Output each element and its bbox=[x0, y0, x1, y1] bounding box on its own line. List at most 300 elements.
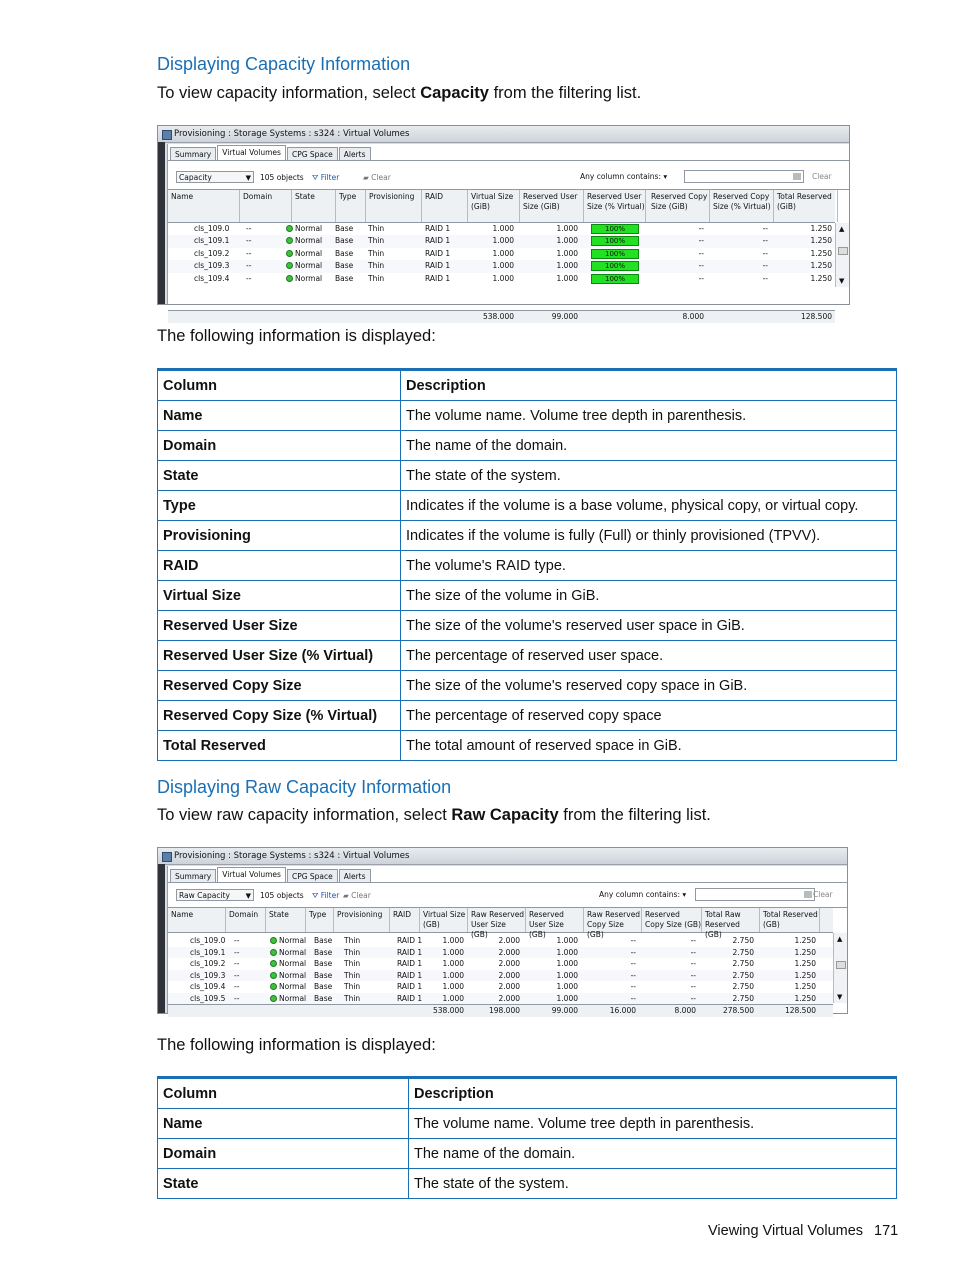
cell-reserved-copy-pct: -- bbox=[762, 273, 768, 283]
cell-total-reserved: 1.250 bbox=[794, 936, 816, 945]
raw-capacity-screenshot bbox=[157, 847, 848, 1014]
cell-raid: RAID 1 bbox=[425, 261, 451, 271]
cell-type: Base bbox=[314, 970, 333, 980]
intro-text-end: from the filtering list. bbox=[488, 84, 642, 102]
cell-type: Base bbox=[335, 224, 354, 233]
cell-domain: -- bbox=[246, 273, 252, 283]
cell-total-reserved: 1.250 bbox=[810, 224, 832, 233]
description-cell: The state of the system. bbox=[401, 461, 897, 491]
grid-column-header[interactable]: Provisioning bbox=[366, 190, 422, 222]
table-row bbox=[158, 701, 897, 731]
scroll-thumb[interactable] bbox=[836, 961, 846, 969]
cell-name: cls_109.3 bbox=[190, 970, 226, 980]
cell-state-text: Normal bbox=[295, 224, 323, 233]
grid-column-header[interactable]: Name bbox=[168, 190, 240, 222]
column-name-cell: Name bbox=[158, 1109, 409, 1139]
cell-virtual-size: 1.000 bbox=[492, 224, 514, 233]
page-number: 171 bbox=[874, 1223, 899, 1239]
grid-column-header[interactable]: Raw Reserved Copy Size (GB) bbox=[584, 908, 642, 932]
section-heading-capacity: Displaying Capacity Information bbox=[157, 54, 411, 74]
cell-reserved-copy-size: -- bbox=[698, 248, 704, 258]
cell-virtual-size: 1.000 bbox=[442, 947, 464, 957]
cell-raw-reserved-copy-size: -- bbox=[630, 970, 636, 980]
column-name-cell: Name bbox=[158, 401, 401, 431]
any-column-label bbox=[599, 890, 686, 899]
cell-raw-reserved-user-size: 2.000 bbox=[498, 970, 520, 980]
cell-name: cls_109.3 bbox=[194, 261, 230, 271]
clear-search-button[interactable]: Clear bbox=[813, 890, 833, 899]
filter-button[interactable] bbox=[312, 891, 339, 901]
cell-raw-reserved-user-size: 2.000 bbox=[498, 947, 520, 957]
left-sidebar-strip bbox=[158, 864, 165, 1013]
table-row[interactable] bbox=[168, 981, 833, 993]
cell-name: cls_109.1 bbox=[190, 947, 226, 957]
cell-reserved-copy-pct: -- bbox=[762, 261, 768, 271]
table-row bbox=[158, 401, 897, 431]
column-name-cell: Virtual Size bbox=[158, 581, 401, 611]
cell-provisioning: Thin bbox=[344, 970, 361, 980]
grid-column-header[interactable]: Virtual Size (GB) bbox=[420, 908, 468, 932]
cell-type: Base bbox=[335, 273, 354, 283]
table-row[interactable] bbox=[168, 260, 835, 272]
cell-raw-reserved-copy-size: -- bbox=[630, 994, 636, 1003]
description-cell: The size of the volume's reserved user space in GiB. bbox=[401, 611, 897, 641]
eraser-icon: ▰ bbox=[363, 173, 369, 182]
total-vsize: 538.000 bbox=[432, 1006, 464, 1015]
cell-provisioning: Thin bbox=[368, 261, 385, 271]
tab-cpg-space[interactable]: CPG Space bbox=[287, 869, 338, 882]
intro-bold: Raw Capacity bbox=[451, 806, 559, 824]
grid-totals-row bbox=[168, 310, 835, 323]
search-input[interactable] bbox=[684, 170, 804, 183]
total-rrcs: 16.000 bbox=[609, 1006, 636, 1015]
provisioning-icon bbox=[162, 130, 172, 140]
cell-domain: -- bbox=[234, 970, 240, 980]
object-count: 105 objects bbox=[260, 891, 304, 900]
cell-state bbox=[286, 223, 334, 235]
status-ok-icon bbox=[270, 983, 277, 990]
filter-select-value: Raw Capacity bbox=[179, 891, 230, 900]
cell-domain: -- bbox=[246, 236, 252, 246]
cell-raid: RAID 1 bbox=[425, 236, 451, 246]
filter-icon: ⛛ bbox=[312, 891, 319, 900]
cell-state-text: Normal bbox=[279, 982, 307, 992]
cell-virtual-size: 1.000 bbox=[492, 236, 514, 246]
status-ok-icon bbox=[270, 937, 277, 944]
cell-type: Base bbox=[314, 982, 333, 992]
chevron-down-icon: ▾ bbox=[663, 172, 668, 181]
capacity-intro bbox=[157, 84, 641, 103]
column-name-cell: State bbox=[158, 1169, 409, 1199]
cell-raw-reserved-user-size: 2.000 bbox=[498, 959, 520, 969]
grid-column-header[interactable]: Domain bbox=[240, 190, 292, 222]
tab-strip bbox=[170, 869, 372, 882]
grid-column-header[interactable]: RAID bbox=[390, 908, 420, 932]
intro-bold: Capacity bbox=[420, 84, 489, 102]
chevron-down-icon: ▼ bbox=[245, 174, 251, 182]
any-column-text: Any column contains: bbox=[599, 890, 680, 899]
description-cell: The size of the volume's reserved copy space in GiB. bbox=[401, 671, 897, 701]
grid-column-header[interactable]: Total Raw Reserved (GB) bbox=[702, 908, 760, 932]
tab-alerts[interactable]: Alerts bbox=[339, 869, 371, 882]
grid-rows bbox=[168, 935, 847, 1005]
clear-filter-button[interactable] bbox=[363, 173, 391, 182]
cell-virtual-size: 1.000 bbox=[442, 970, 464, 980]
column-name-cell: Domain bbox=[158, 431, 401, 461]
grid-column-header[interactable]: Type bbox=[306, 908, 334, 932]
cell-reserved-user-pct: 100% bbox=[591, 249, 639, 259]
cell-raid: RAID 1 bbox=[425, 224, 451, 233]
cell-virtual-size: 1.000 bbox=[442, 994, 464, 1003]
table-row[interactable] bbox=[168, 273, 835, 285]
volumes-grid bbox=[168, 189, 849, 321]
chevron-down-icon: ▾ bbox=[682, 890, 687, 899]
cell-reserved-user-pct: 100% bbox=[591, 224, 639, 234]
cell-reserved-copy-size: -- bbox=[690, 982, 696, 992]
intro-text: To view capacity information, select bbox=[157, 84, 421, 102]
object-count: 105 objects bbox=[260, 173, 304, 182]
cell-reserved-copy-size: -- bbox=[690, 994, 696, 1003]
status-ok-icon bbox=[286, 275, 293, 282]
table-header-row bbox=[158, 1078, 897, 1109]
cell-name: cls_109.2 bbox=[194, 248, 230, 258]
cell-reserved-user-size: 1.000 bbox=[556, 970, 578, 980]
content-pane bbox=[167, 144, 849, 321]
total-total: 128.500 bbox=[800, 312, 832, 321]
cell-provisioning: Thin bbox=[368, 273, 385, 283]
filter-button[interactable] bbox=[312, 173, 339, 183]
table-row[interactable] bbox=[168, 235, 835, 247]
cell-virtual-size: 1.000 bbox=[492, 273, 514, 283]
cell-reserved-copy-size: -- bbox=[698, 236, 704, 246]
cell-virtual-size: 1.000 bbox=[442, 959, 464, 969]
table-row bbox=[158, 551, 897, 581]
description-cell: Indicates if the volume is a base volume, physical copy, or virtual copy. bbox=[401, 491, 897, 521]
filter-icon: ⛛ bbox=[312, 173, 319, 182]
cell-domain: -- bbox=[234, 936, 240, 945]
left-sidebar-strip bbox=[158, 142, 165, 304]
cell-total-raw-reserved: 2.750 bbox=[732, 982, 754, 992]
cell-state-text: Normal bbox=[279, 959, 307, 969]
tab-virtual-volumes[interactable]: Virtual Volumes bbox=[217, 867, 286, 882]
table-row bbox=[158, 641, 897, 671]
cell-reserved-user-size: 1.000 bbox=[556, 248, 578, 258]
grid-column-header[interactable]: Reserved User Size (GiB) bbox=[520, 190, 584, 222]
total-rcs: 8.000 bbox=[674, 1006, 696, 1015]
column-name-cell: Domain bbox=[158, 1139, 409, 1169]
cell-raw-reserved-user-size: 2.000 bbox=[498, 994, 520, 1003]
grid-header bbox=[168, 908, 833, 939]
vertical-scrollbar[interactable] bbox=[833, 933, 847, 1003]
cell-raid: RAID 1 bbox=[397, 947, 423, 957]
description-cell: The percentage of reserved user space. bbox=[401, 641, 897, 671]
cell-type: Base bbox=[314, 936, 333, 945]
scroll-up-icon[interactable]: ▲ bbox=[839, 225, 845, 233]
grid-column-header[interactable]: Reserved User Size (% Virtual) bbox=[584, 190, 646, 222]
cell-raid: RAID 1 bbox=[425, 273, 451, 283]
filter-select[interactable] bbox=[176, 889, 254, 901]
cell-total-raw-reserved: 2.750 bbox=[732, 959, 754, 969]
raw-capacity-columns-table bbox=[157, 1076, 897, 1199]
footer-section-title: Viewing Virtual Volumes bbox=[708, 1223, 864, 1239]
status-ok-icon bbox=[270, 960, 277, 967]
status-ok-icon bbox=[286, 225, 293, 232]
vertical-scrollbar[interactable] bbox=[835, 223, 849, 287]
cell-state bbox=[270, 947, 310, 959]
description-cell: The total amount of reserved space in GiB. bbox=[401, 731, 897, 761]
cell-state-text: Normal bbox=[295, 273, 323, 283]
cell-reserved-user-size: 1.000 bbox=[556, 982, 578, 992]
cell-reserved-user-size: 1.000 bbox=[556, 947, 578, 957]
total-vsize: 538.000 bbox=[482, 312, 514, 321]
cell-reserved-user-size: 1.000 bbox=[556, 261, 578, 271]
cell-reserved-copy-pct: -- bbox=[762, 236, 768, 246]
cell-name: cls_109.1 bbox=[194, 236, 230, 246]
cell-total-reserved: 1.250 bbox=[810, 248, 832, 258]
table-row[interactable] bbox=[168, 947, 833, 959]
scroll-down-icon[interactable]: ▼ bbox=[839, 277, 845, 285]
description-cell: The volume name. Volume tree depth in parenthesis. bbox=[401, 401, 897, 431]
grid-column-header[interactable]: Raw Reserved User Size (GB) bbox=[468, 908, 526, 932]
filter-toolbar bbox=[168, 160, 849, 189]
cell-type: Base bbox=[314, 947, 333, 957]
cell-reserved-user-size: 1.000 bbox=[556, 236, 578, 246]
status-ok-icon bbox=[270, 949, 277, 956]
table-row bbox=[158, 1169, 897, 1199]
cell-total-raw-reserved: 2.750 bbox=[732, 970, 754, 980]
cell-total-reserved: 1.250 bbox=[794, 947, 816, 957]
cell-state-text: Normal bbox=[295, 236, 323, 246]
total-rus: 99.000 bbox=[551, 1006, 578, 1015]
cell-reserved-user-size: 1.000 bbox=[556, 994, 578, 1003]
cell-total-reserved: 1.250 bbox=[794, 982, 816, 992]
table-row[interactable] bbox=[168, 223, 835, 235]
table-row[interactable] bbox=[168, 993, 833, 1005]
column-name-cell: Type bbox=[158, 491, 401, 521]
cell-total-reserved: 1.250 bbox=[810, 236, 832, 246]
cell-reserved-user-pct: 100% bbox=[591, 274, 639, 284]
status-ok-icon bbox=[270, 995, 277, 1002]
cell-raw-reserved-user-size: 2.000 bbox=[498, 936, 520, 945]
info-text-1: The following information is displayed: bbox=[157, 327, 436, 345]
cell-state bbox=[270, 958, 310, 970]
cell-reserved-copy-size: -- bbox=[690, 959, 696, 969]
grid-column-header[interactable]: Total Reserved (GiB) bbox=[774, 190, 838, 222]
description-cell: The state of the system. bbox=[409, 1169, 897, 1199]
cell-raw-reserved-copy-size: -- bbox=[630, 959, 636, 969]
cell-total-reserved: 1.250 bbox=[794, 994, 816, 1003]
cell-reserved-copy-size: -- bbox=[690, 936, 696, 945]
description-header: Description bbox=[409, 1078, 897, 1109]
volumes-grid bbox=[168, 907, 847, 1013]
table-row bbox=[158, 611, 897, 641]
grid-column-header[interactable]: Reserved Copy Size (% Virtual) bbox=[710, 190, 774, 222]
status-ok-icon bbox=[286, 237, 293, 244]
table-row bbox=[158, 1139, 897, 1169]
cell-state bbox=[270, 981, 310, 993]
cell-raid: RAID 1 bbox=[397, 959, 423, 969]
cell-virtual-size: 1.000 bbox=[492, 248, 514, 258]
cell-type: Base bbox=[335, 236, 354, 246]
description-cell: The volume's RAID type. bbox=[401, 551, 897, 581]
table-row bbox=[158, 731, 897, 761]
cell-name: cls_109.0 bbox=[190, 936, 226, 945]
cell-raid: RAID 1 bbox=[397, 994, 423, 1003]
cell-name: cls_109.4 bbox=[190, 982, 226, 992]
table-row[interactable] bbox=[168, 935, 833, 947]
cell-domain: -- bbox=[234, 994, 240, 1003]
eraser-icon: ▰ bbox=[343, 891, 349, 900]
cell-state bbox=[286, 260, 334, 272]
column-header: Column bbox=[158, 370, 401, 401]
clear-label: Clear bbox=[351, 891, 371, 900]
table-row bbox=[158, 581, 897, 611]
grid-column-header[interactable]: Provisioning bbox=[334, 908, 390, 932]
table-row[interactable] bbox=[168, 248, 835, 260]
cell-raid: RAID 1 bbox=[397, 936, 423, 945]
tab-strip bbox=[170, 147, 372, 160]
grid-column-header[interactable]: Type bbox=[336, 190, 366, 222]
window-title-bar bbox=[158, 126, 849, 143]
cell-raw-reserved-copy-size: -- bbox=[630, 936, 636, 945]
tab-virtual-volumes[interactable]: Virtual Volumes bbox=[217, 145, 286, 160]
table-row[interactable] bbox=[168, 970, 833, 982]
grid-column-header[interactable]: Name bbox=[168, 908, 226, 932]
description-cell: Indicates if the volume is fully (Full) or thinly provisioned (TPVV). bbox=[401, 521, 897, 551]
grid-column-header[interactable]: Reserved Copy Size (GB) bbox=[642, 908, 702, 932]
grid-rows bbox=[168, 223, 849, 287]
grid-column-header[interactable]: Reserved User Size (GB) bbox=[526, 908, 584, 932]
section-heading-raw-capacity: Displaying Raw Capacity Information bbox=[157, 777, 452, 797]
total-rus: 99.000 bbox=[551, 312, 578, 321]
cell-state-text: Normal bbox=[295, 248, 323, 258]
cell-type: Base bbox=[335, 248, 354, 258]
cell-virtual-size: 1.000 bbox=[492, 261, 514, 271]
clear-search-button[interactable]: Clear bbox=[812, 172, 832, 181]
cell-state bbox=[286, 273, 334, 285]
filter-select[interactable] bbox=[176, 171, 254, 183]
column-name-cell: Reserved User Size (% Virtual) bbox=[158, 641, 401, 671]
cell-domain: -- bbox=[246, 224, 252, 233]
cell-type: Base bbox=[335, 261, 354, 271]
table-row bbox=[158, 461, 897, 491]
tab-cpg-space[interactable]: CPG Space bbox=[287, 147, 338, 160]
total-rrus: 198.000 bbox=[488, 1006, 520, 1015]
grid-totals-row bbox=[168, 1004, 833, 1017]
tab-summary[interactable]: Summary bbox=[170, 147, 216, 160]
capacity-columns-table bbox=[157, 368, 897, 761]
cell-raid: RAID 1 bbox=[397, 982, 423, 992]
cell-total-reserved: 1.250 bbox=[794, 970, 816, 980]
cell-provisioning: Thin bbox=[368, 224, 385, 233]
cell-reserved-copy-size: -- bbox=[690, 947, 696, 957]
column-name-cell: Reserved User Size bbox=[158, 611, 401, 641]
column-name-cell: RAID bbox=[158, 551, 401, 581]
tab-summary[interactable]: Summary bbox=[170, 869, 216, 882]
search-input[interactable] bbox=[695, 888, 815, 901]
cell-type: Base bbox=[314, 994, 333, 1003]
grid-column-header[interactable]: Total Reserved (GB) bbox=[760, 908, 820, 932]
status-ok-icon bbox=[286, 262, 293, 269]
column-header: Column bbox=[158, 1078, 409, 1109]
capacity-screenshot bbox=[157, 125, 850, 321]
column-name-cell: State bbox=[158, 461, 401, 491]
cell-provisioning: Thin bbox=[368, 236, 385, 246]
table-row bbox=[158, 491, 897, 521]
cell-total-raw-reserved: 2.750 bbox=[732, 936, 754, 945]
total-tr: 128.500 bbox=[784, 1006, 816, 1015]
window-title-bar bbox=[158, 848, 847, 865]
cell-raid: RAID 1 bbox=[397, 970, 423, 980]
cell-virtual-size: 1.000 bbox=[442, 936, 464, 945]
intro-text: To view raw capacity information, select bbox=[157, 806, 452, 824]
cell-state-text: Normal bbox=[279, 936, 307, 945]
grid-column-header[interactable]: RAID bbox=[422, 190, 468, 222]
window-title: Provisioning : Storage Systems : s324 : Virtual Volumes bbox=[174, 129, 410, 139]
cell-name: cls_109.2 bbox=[190, 959, 226, 969]
cell-reserved-user-pct: 100% bbox=[591, 261, 639, 271]
cell-reserved-user-size: 1.000 bbox=[556, 273, 578, 283]
cell-reserved-copy-pct: -- bbox=[762, 224, 768, 233]
cell-domain: -- bbox=[246, 261, 252, 271]
total-trr: 278.500 bbox=[722, 1006, 754, 1015]
description-header: Description bbox=[401, 370, 897, 401]
window-title: Provisioning : Storage Systems : s324 : Virtual Volumes bbox=[174, 851, 410, 861]
cell-provisioning: Thin bbox=[344, 994, 361, 1003]
grid-column-header[interactable]: Virtual Size (GiB) bbox=[468, 190, 520, 222]
cell-reserved-user-size: 1.000 bbox=[556, 224, 578, 233]
cell-domain: -- bbox=[234, 947, 240, 957]
description-cell: The percentage of reserved copy space bbox=[401, 701, 897, 731]
cell-name: cls_109.5 bbox=[190, 994, 226, 1003]
grid-column-header[interactable]: Domain bbox=[226, 908, 266, 932]
cell-state bbox=[286, 235, 334, 247]
cell-state bbox=[286, 248, 334, 260]
cell-domain: -- bbox=[234, 959, 240, 969]
any-column-text: Any column contains: bbox=[580, 172, 661, 181]
cell-total-raw-reserved: 2.750 bbox=[732, 994, 754, 1003]
clear-filter-button[interactable] bbox=[343, 891, 371, 900]
grid-column-header[interactable]: State bbox=[266, 908, 306, 932]
cell-state bbox=[270, 935, 310, 947]
scroll-thumb[interactable] bbox=[838, 247, 848, 255]
raw-capacity-intro bbox=[157, 806, 711, 825]
filter-toolbar bbox=[168, 882, 847, 907]
cell-reserved-copy-size: -- bbox=[698, 224, 704, 233]
clear-label: Clear bbox=[371, 173, 391, 182]
cell-total-reserved: 1.250 bbox=[810, 261, 832, 271]
table-row bbox=[158, 671, 897, 701]
table-row[interactable] bbox=[168, 958, 833, 970]
tab-alerts[interactable]: Alerts bbox=[339, 147, 371, 160]
grid-column-header[interactable]: State bbox=[292, 190, 336, 222]
cell-virtual-size: 1.000 bbox=[442, 982, 464, 992]
scroll-down-icon[interactable]: ▼ bbox=[837, 993, 843, 1001]
filter-select-value: Capacity bbox=[179, 173, 212, 182]
table-row bbox=[158, 521, 897, 551]
content-pane bbox=[167, 866, 847, 1013]
cell-total-reserved: 1.250 bbox=[810, 273, 832, 283]
grid-column-header[interactable]: Reserved Copy Size (GiB) bbox=[648, 190, 710, 222]
cell-provisioning: Thin bbox=[344, 959, 361, 969]
search-icon bbox=[804, 891, 812, 898]
table-row bbox=[158, 1109, 897, 1139]
cell-state bbox=[270, 970, 310, 982]
cell-state-text: Normal bbox=[279, 970, 307, 980]
scroll-up-icon[interactable]: ▲ bbox=[837, 935, 843, 943]
chevron-down-icon: ▼ bbox=[245, 892, 251, 900]
cell-state-text: Normal bbox=[279, 947, 307, 957]
